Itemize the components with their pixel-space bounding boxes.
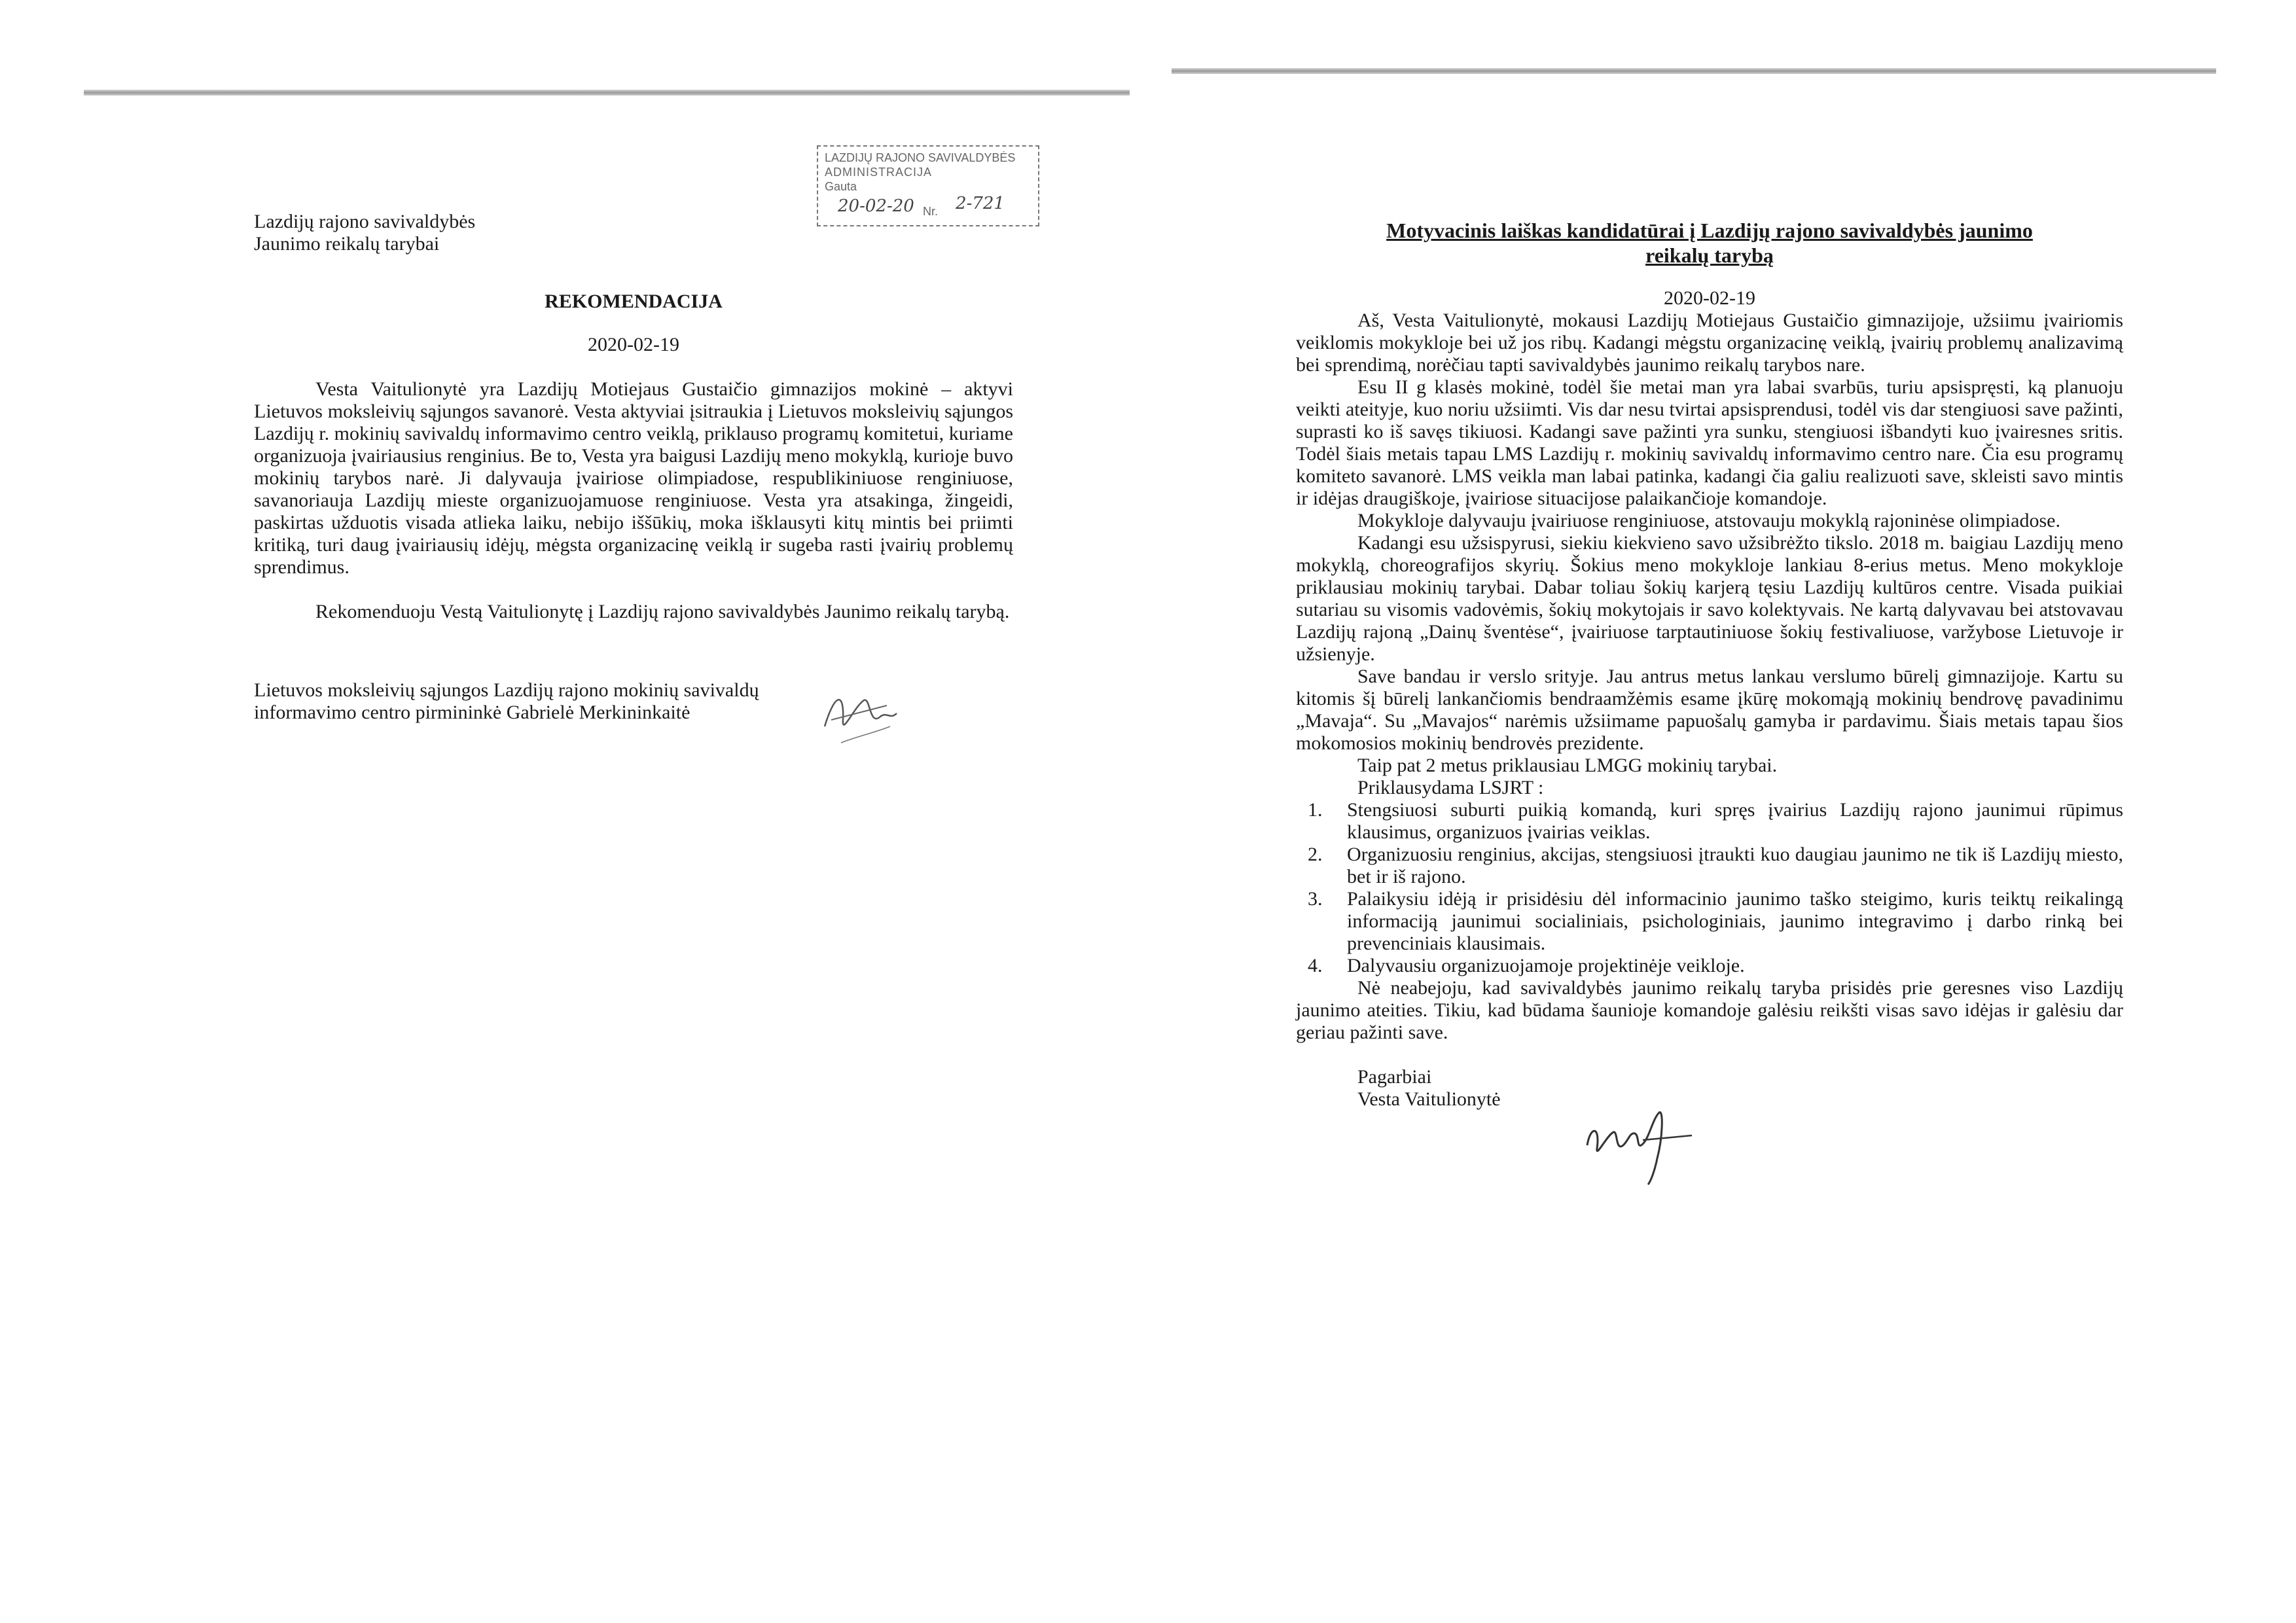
goal-number: 1.	[1308, 799, 1323, 821]
motivation-title-line-1: Motyvacinis laiškas kandidatūrai į Lazdijų rajono savivaldybės jaunimo	[1386, 219, 2033, 242]
recommendation-conclusion: Rekomenduoju Vestą Vaitulionytę į Lazdijų rajono savivaldybės Jaunimo reikalų tarybą.	[315, 601, 1010, 622]
regards-text: Pagarbiai	[1357, 1066, 1432, 1088]
goal-text: Stengsiuosi suburti puikią komandą, kuri spręs įvairius Lazdijų rajono jaunimui rūpimus klausimus, organizuos įvairias veiklas.	[1347, 799, 2123, 843]
motivation-title-line-2: reikalų tarybą	[1645, 243, 1774, 267]
recommendation-body: Vesta Vaitulionytė yra Lazdijų Motiejaus Gustaičio gimnazijos mokinė – aktyvi Lietuvos moksleivių sąjungos savanorė. Vesta aktyviai įsitraukia į Lietuvos moksleivių sąjungos Lazdijų r. mokinių savivaldų informavimo centro veiklą, priklauso programų komitetui, kuriame organizuoja įvairiausius renginius. Be to, Vesta yra baigusi Lazdijų meno mokyklą, kurioje buvo mokinių tarybos narė. Ji dalyvauja įvairiose olimpiadose, respublikiniuose renginiuose, savanoriauja Lazdijų mieste organizuojamuose renginiuose. Vesta yra atsakinga, žingeidi, paskirtas užduotis visada atlieka laiku, nebijo iššūkių, moka išklausyti kitų mintis bei priimti kritiką, turi daug įvairiausių idėjų, mėgsta organizacinę veiklą ir sugeba rasti įvairių problemų sprendimus.	[254, 378, 1013, 578]
stamp-line-2: ADMINISTRACIJA	[825, 166, 933, 179]
goal-text: Dalyvausiu organizuojamoje projektinėje veikloje.	[1347, 955, 1745, 976]
signer-line-1: Lietuvos moksleivių sąjungos Lazdijų rajono mokinių savivaldų	[254, 679, 759, 701]
goal-item	[1296, 799, 2123, 844]
signature-vaitulionyte	[1577, 1099, 1708, 1198]
motivation-date: 2020-02-19	[1664, 287, 1755, 309]
stamp-line-1: LAZDIJŲ RAJONO SAVIVALDYBĖS	[825, 151, 1016, 164]
motivation-paragraph: Esu II g klasės mokinė, todėl šie metai man yra labai svarbūs, turiu apsispręsti, ką planuoju veikti ateityje, kuo noriu užsiimti. Vis dar nesu tvirtai apsisprendusi, todėl vis dar stengiuosi save pažinti, suprasti ko iš savęs tikiuosi. Kadangi save pažinti yra sunku, stengiuosi išbandyti kuo įvairesnes sritis. Todėl šiais metais tapau LMS Lazdijų r. mokinių savivaldų informavimo centro nare. Čia esu programų komiteto savanorė. LMS veikla man labai patinka, kadangi čia galiu realizuoti save, skleisti savo mintis ir idėjas draugiškoje, įvairiose situacijose palaikančioje komandoje.	[1296, 376, 2123, 509]
signer-name: Vesta Vaitulionytė	[1357, 1088, 1501, 1110]
stamp-line-3: Gauta	[825, 180, 857, 193]
goal-item	[1296, 888, 2123, 955]
stamp-nr-label: Nr.	[923, 205, 939, 218]
motivation-letter	[1296, 218, 2123, 1111]
stamp-number: 2-721	[956, 194, 1005, 213]
signer-line-2: informavimo centro pirmininkė Gabrielė Merkininkaitė	[254, 702, 691, 723]
stamp-date: 20-02-20	[838, 196, 914, 216]
closing-paragraph: Nė neabejoju, kad savivaldybės jaunimo reikalų taryba prisidės prie geresnes viso Lazdijų jaunimo ateities. Tikiu, kad būdama šaunioje komandoje galėsiu reikšti visas savo idėjas ir galėsiu dar geriau pažinti save.	[1296, 977, 2123, 1043]
motivation-paragraph: Aš, Vesta Vaitulionytė, mokausi Lazdijų Motiejaus Gustaičio gimnazijoje, užsiimu įvairiomis veiklomis mokykloje bei už jos ribų. Kadangi mėgstu organizacinę veiklą, įvairių problemų analizavimą bei sprendimą, norėčiau tapti savivaldybės jaunimo reikalų tarybos nare.	[1296, 310, 2123, 376]
goal-number: 4.	[1308, 955, 1323, 976]
recipient-line-2: Jaunimo reikalų tarybai	[254, 233, 440, 255]
goals-list	[1296, 799, 2123, 977]
letter-title: REKOMENDACIJA	[545, 291, 723, 312]
recipient-line-1: Lazdijų rajono savivaldybės	[254, 211, 476, 232]
goal-item	[1296, 844, 2123, 888]
scan-edge-right	[1172, 68, 2216, 74]
motivation-paragraph: Kadangi esu užsispyrusi, siekiu kiekvieno savo užsibrėžto tikslo. 2018 m. baigiau Lazdijų meno mokyklą, choreografijos skyrių. Šokius meno mokykloje lankiau 8-erius metus. Meno mokykloje priklausiau mokinių tarybai. Dabar toliau šokių karjerą tęsiu Lazdijų kultūros centre. Visada puikiai sutariau su visomis vadovėmis, šokių mokytojais ir savo kolektyvais. Ne kartą dalyvavau bei atstovavau Lazdijų rajoną „Dainų šventėse“, įvairiuose tarptautiniuose šokių festivaliuose, varžybose Lietuvoje ir užsienyje.	[1296, 532, 2123, 665]
goal-text: Organizuosiu renginius, akcijas, stengsiuosi įtraukti kuo daugiau jaunimo ne tik iš Lazdijų miesto, bet ir iš rajono.	[1347, 844, 2123, 887]
scan-edge-left	[84, 90, 1130, 96]
goal-number: 3.	[1308, 888, 1323, 910]
goal-item	[1296, 955, 2123, 977]
motivation-paragraph: Save bandau ir verslo srityje. Jau antrus metus lankau verslumo būrelį gimnazijoje. Kartu su kitomis šį būrelį lankančiomis bendraamžėmis esame įkūrę mokomąją mokinių bendrovę pavadinimu „Mavaja“. Su „Mavajos“ narėmis užsiimame papuošalų gamyba ir pardavimu. Šiais metais tapau šios mokomosios mokinių bendrovės prezidente.	[1296, 666, 2123, 754]
goal-number: 2.	[1308, 844, 1323, 865]
motivation-paragraph: Priklausydama LSJRT :	[1357, 777, 1544, 798]
motivation-paragraph: Mokykloje dalyvauju įvairiuose renginiuose, atstovauju mokyklą rajoninėse olimpiadose.	[1357, 510, 2060, 531]
signature-merkininkaite	[818, 681, 903, 753]
letter-date: 2020-02-19	[588, 334, 679, 355]
recommendation-letter	[254, 211, 1013, 724]
motivation-paragraph: Taip pat 2 metus priklausiau LMGG mokinių tarybai.	[1357, 755, 1778, 776]
goal-text: Palaikysiu idėją ir prisidėsiu dėl informacinio jaunimo taško steigimo, kuris teiktų reikalingą informaciją jaunimui socialiniais, psichologiniais, jaunimo integravimo į darbo rinką bei prevenciniais klausimais.	[1347, 888, 2123, 954]
